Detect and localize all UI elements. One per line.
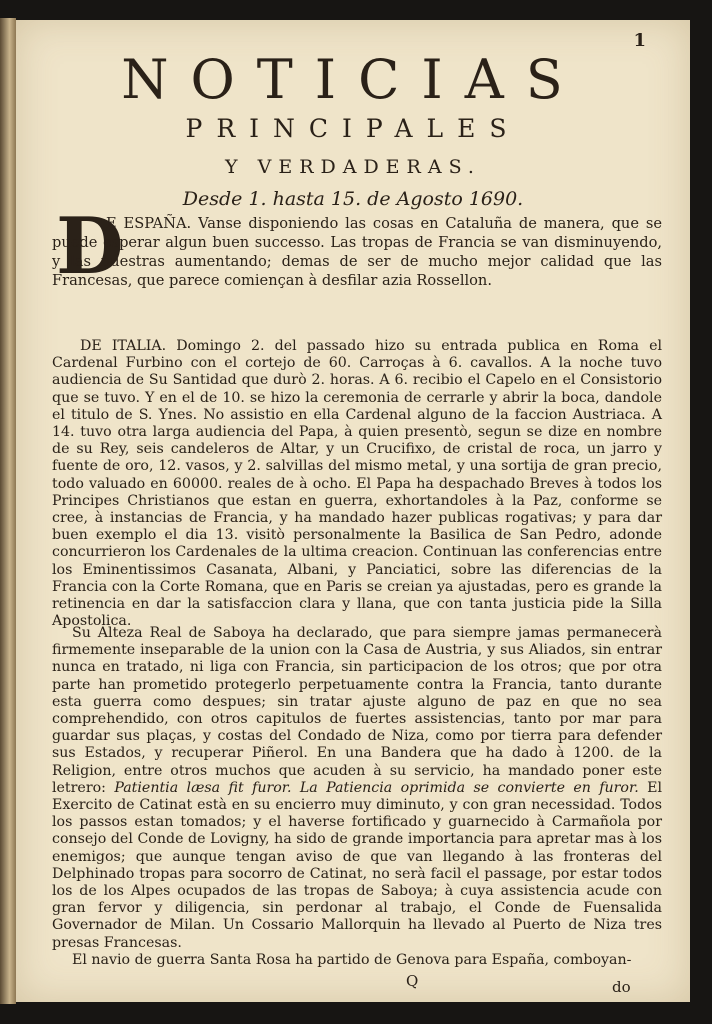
document-page xyxy=(16,20,690,1002)
drop-cap: D xyxy=(56,201,124,292)
catchword: do xyxy=(612,978,631,996)
section-heading-spain: E ESPAÑA. xyxy=(106,215,192,232)
page-title: NOTICIAS xyxy=(121,48,585,111)
dateline: Desde 1. hasta 15. de Agosto 1690. xyxy=(182,188,524,210)
banner-motto: Patientia læsa fit furor. La Patiencia oprimida se convierte en furor. xyxy=(114,779,639,796)
section-text-savoy-1: Su Alteza Real de Saboya ha declarado, que para siempre jamas permanecerà firmemente inseparable de la union con la Casa de Austria, y sus Aliados, sin entrar nunca en tratado, ni liga con Francia, sin participacion de los otros; que por otra parte han prometido protegerlo perpetuamente contra la Francia, tanto durante esta guerra como despues; sin tratar ajuste alguno de paz en que no sea comprehendido, con otros capitulos de fuertes assistencias, tanto por mar para guardar sus plaças, y costas del Condado de Niza, como por tierra para defender sus Estados, y recuperar Piñerol. En una Bandera que ha dado à 1200. de la Religion, entre otros muchos que acuden à su servicio, ha mandado poner este letrero: xyxy=(52,625,662,796)
section-text-spain: Vanse disponiendo las cosas en Cataluña de manera, que se puede esperar algun buen successo. Las tropas de Francia se van disminuyendo, y las nuestras aumentando; demas de ser de mucho mejor calidad que las Francesas, que parece comiençan à desfilar azia Rossellon. xyxy=(52,215,662,289)
signature-mark: Q xyxy=(406,972,419,990)
section-italy xyxy=(52,338,662,630)
page-number: 1 xyxy=(633,30,646,51)
section-last: El navio de guerra Santa Rosa ha partido de Genova para España, comboyan- xyxy=(72,952,632,968)
section-spain xyxy=(52,214,662,290)
section-text-savoy-2: El Exercito de Catinat està en su encierro muy diminuto, y con gran necessidad. Todos los passos estan tomados; y el haverse fortificado y guarnecido à Carmañola por consejo del Conde de Lovigny, ha sido de grande importancia para apretar mas à los enemigos; que aunque tengan aviso de que van llegando à las fronteras del Delphinado tropas para socorro de Catinat, no serà facil el passage, por estar todos los de los Alpes ocupados de las tropas de Saboya; à cuya assistencia acude con gran fervor y diligencia, sin perdonar al trabajo, el Conde de Fuensalida Governador de Milan. Un Cossario Mallorquin ha llevado al Puerto de Niza tres presas Francesas. xyxy=(52,779,663,951)
section-text-italy: Domingo 2. del passado hizo su entrada publica en Roma el Cardenal Furbino con el cortejo de 60. Carroças à 6. cavallos. A la noche tuvo audiencia de Su Santidad que durò 2. horas. A 6. recibio el Capelo en el Consistorio que se tuvo. Y en el de 10. se hizo la ceremonia de cerrarle y abrir la boca, dandole el titulo de S. Ynes. No assistio en ella Cardenal alguno de la faccion Austriaca. A 14. tuvo otra larga audiencia del Papa, à quien presentò, segun se dize en nombre de su Rey, seis candeleros de Altar, y un Crucifixo, de cristal de roca, un jarro y fuente de oro, 12. vasos, y 2. salvillas del mismo metal, y una sortija de gran precio, todo valuado en 60000. reales de à ocho. El Papa ha despachado Breves à todos los Principes Christianos que estan en guerra, exhortandoles à la Paz, conforme se cree, à instancias de Francia, y ha mandado hazer publicas rogativas; y para dar buen exemplo el dia 13. visitò personalmente la Basilica de San Pedro, adonde concurrieron los Cardenales de la ultima creacion. Continuan las conferencias entre los Eminentissimos Casanata, Albani, y Panciatici, sobre las diferencias de la Francia con la Corte Romana, que en Paris se creian ya ajustadas, pero es grande la retinencia en dar la satisfaccion clara y llana, que con tanta justicia pide la Silla Apostolica. xyxy=(52,338,662,630)
book-edge xyxy=(0,18,16,1004)
subtitle-verdaderas: Y VERDADERAS. xyxy=(225,156,481,178)
section-savoy xyxy=(52,625,662,952)
section-heading-italy: DE ITALIA. xyxy=(80,338,167,354)
subtitle-principales: PRINCIPALES xyxy=(185,114,521,143)
